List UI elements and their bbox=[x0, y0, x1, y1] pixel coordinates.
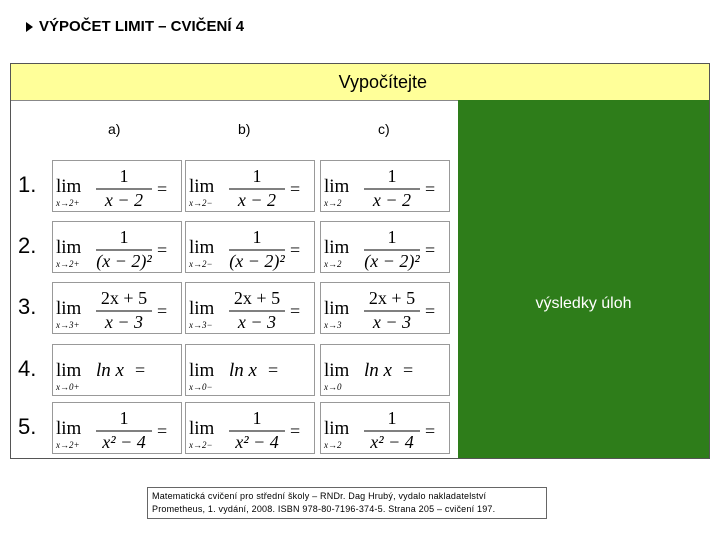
limit-expression-cell bbox=[320, 160, 450, 212]
row-number: 1. bbox=[18, 172, 37, 197]
limit-formula bbox=[321, 403, 449, 453]
lim-operator: lim bbox=[324, 360, 350, 381]
lim-operator: lim bbox=[324, 418, 350, 439]
instruction-text: Vypočítejte bbox=[338, 72, 427, 92]
results-panel bbox=[458, 100, 709, 458]
fraction-denominator: x² − 4 bbox=[370, 432, 414, 452]
limit-approach-subscript: x→2 bbox=[324, 440, 342, 450]
limit-expression-cell bbox=[320, 344, 450, 396]
lim-operator: lim bbox=[189, 360, 215, 381]
limit-expression-cell bbox=[185, 344, 315, 396]
limit-approach-subscript: x→0+ bbox=[56, 382, 80, 392]
limit-formula bbox=[321, 283, 449, 333]
fraction-numerator: 1 bbox=[119, 408, 129, 428]
equals-sign: = bbox=[157, 301, 168, 321]
fraction-denominator: x − 3 bbox=[104, 312, 144, 332]
limit-expression-cell bbox=[52, 221, 182, 273]
lim-operator: lim bbox=[324, 176, 350, 197]
equals-sign: = bbox=[425, 240, 436, 260]
fraction-denominator: x − 3 bbox=[237, 312, 277, 332]
fraction-denominator: x² − 4 bbox=[102, 432, 146, 452]
limit-approach-subscript: x→2 bbox=[324, 259, 342, 269]
fraction-denominator: x − 3 bbox=[372, 312, 412, 332]
fraction-numerator: 1 bbox=[252, 227, 262, 247]
equals-sign: = bbox=[425, 421, 436, 441]
equals-sign: = bbox=[157, 179, 168, 199]
limit-expression-cell bbox=[185, 221, 315, 273]
lim-operator: lim bbox=[56, 360, 82, 381]
limit-formula bbox=[186, 345, 314, 395]
equals-sign: = bbox=[425, 301, 436, 321]
limit-expression-cell bbox=[320, 402, 450, 454]
fraction-denominator: x − 2 bbox=[237, 190, 277, 210]
limit-approach-subscript: x→2 bbox=[324, 198, 342, 208]
equals-sign: = bbox=[157, 421, 168, 441]
equals-sign: = bbox=[135, 360, 146, 380]
equals-sign: = bbox=[425, 179, 436, 199]
limit-formula bbox=[186, 403, 314, 453]
instruction-banner bbox=[11, 64, 709, 101]
fraction-numerator: 1 bbox=[119, 227, 129, 247]
limit-formula bbox=[186, 283, 314, 333]
limit-formula bbox=[53, 403, 181, 453]
limit-formula bbox=[53, 161, 181, 211]
fraction-numerator: 1 bbox=[387, 166, 397, 186]
lim-operator: lim bbox=[56, 298, 82, 319]
limit-approach-subscript: x→2− bbox=[189, 198, 213, 208]
limit-formula bbox=[321, 222, 449, 272]
column-header-c: c) bbox=[378, 121, 390, 137]
source-citation: Matematická cvičení pro střední školy – RNDr. Dag Hrubý, vydalo nakladatelství Prometheus, 1. vydání, 2008. ISBN 978-80-7196-374-5. Strana 205 – cvičení 197. bbox=[147, 487, 547, 519]
equals-sign: = bbox=[290, 301, 301, 321]
limit-approach-subscript: x→2− bbox=[189, 440, 213, 450]
limit-expression-cell bbox=[185, 282, 315, 334]
limit-approach-subscript: x→2+ bbox=[56, 440, 80, 450]
equals-sign: = bbox=[157, 240, 168, 260]
fraction-denominator: (x − 2)² bbox=[96, 251, 152, 271]
fraction-numerator: 1 bbox=[252, 408, 262, 428]
limit-approach-subscript: x→3− bbox=[189, 320, 213, 330]
limit-approach-subscript: x→2− bbox=[189, 259, 213, 269]
lim-operator: lim bbox=[324, 237, 350, 258]
limit-formula bbox=[321, 161, 449, 211]
equals-sign: = bbox=[290, 421, 301, 441]
equals-sign: = bbox=[268, 360, 279, 380]
lim-operator: lim bbox=[56, 237, 82, 258]
limit-formula bbox=[321, 345, 449, 395]
results-label: výsledky úloh bbox=[535, 295, 632, 312]
lim-operator: lim bbox=[324, 298, 350, 319]
fraction-numerator: 1 bbox=[387, 227, 397, 247]
limit-approach-subscript: x→0− bbox=[189, 382, 213, 392]
limit-expression-cell bbox=[185, 402, 315, 454]
limit-approach-subscript: x→2+ bbox=[56, 198, 80, 208]
limit-expression-cell bbox=[52, 344, 182, 396]
fraction-denominator: (x − 2)² bbox=[364, 251, 420, 271]
column-header-b: b) bbox=[238, 121, 251, 137]
limit-expression-cell bbox=[52, 282, 182, 334]
lim-operator: lim bbox=[56, 418, 82, 439]
slide-title: VÝPOČET LIMIT – CVIČENÍ 4 bbox=[39, 18, 245, 35]
fraction-denominator: (x − 2)² bbox=[229, 251, 285, 271]
fraction-numerator: 2x + 5 bbox=[368, 288, 416, 308]
limit-expression-cell bbox=[52, 160, 182, 212]
limit-approach-subscript: x→3 bbox=[324, 320, 342, 330]
row-number: 4. bbox=[18, 356, 37, 381]
limit-expression-cell bbox=[52, 402, 182, 454]
limit-expression-cell bbox=[320, 221, 450, 273]
limit-formula bbox=[53, 283, 181, 333]
fraction-denominator: x − 2 bbox=[372, 190, 412, 210]
lim-operator: lim bbox=[189, 176, 215, 197]
equals-sign: = bbox=[290, 240, 301, 260]
row-number: 2. bbox=[18, 233, 37, 258]
row-number: 3. bbox=[18, 294, 37, 319]
limit-approach-subscript: x→2+ bbox=[56, 259, 80, 269]
column-header-a: a) bbox=[108, 121, 121, 137]
limit-expression-cell bbox=[320, 282, 450, 334]
fraction-numerator: 1 bbox=[252, 166, 262, 186]
equals-sign: = bbox=[290, 179, 301, 199]
limit-expression-cell bbox=[185, 160, 315, 212]
fraction-numerator: 2x + 5 bbox=[100, 288, 148, 308]
fraction-denominator: x² − 4 bbox=[235, 432, 279, 452]
lim-operator: lim bbox=[56, 176, 82, 197]
fraction-numerator: 2x + 5 bbox=[233, 288, 281, 308]
lim-operator: lim bbox=[189, 237, 215, 258]
triangle-right-icon bbox=[26, 22, 33, 32]
limit-formula bbox=[53, 345, 181, 395]
fraction-numerator: 1 bbox=[119, 166, 129, 186]
slide-heading bbox=[26, 18, 244, 35]
fraction-numerator: 1 bbox=[387, 408, 397, 428]
limit-approach-subscript: x→0 bbox=[324, 382, 342, 392]
row-number: 5. bbox=[18, 414, 37, 439]
ln-expression: ln x bbox=[96, 360, 124, 381]
equals-sign: = bbox=[403, 360, 414, 380]
lim-operator: lim bbox=[189, 298, 215, 319]
limit-formula bbox=[186, 222, 314, 272]
limit-formula bbox=[186, 161, 314, 211]
fraction-denominator: x − 2 bbox=[104, 190, 144, 210]
lim-operator: lim bbox=[189, 418, 215, 439]
ln-expression: ln x bbox=[229, 360, 257, 381]
limit-approach-subscript: x→3+ bbox=[56, 320, 80, 330]
limit-formula bbox=[53, 222, 181, 272]
ln-expression: ln x bbox=[364, 360, 392, 381]
